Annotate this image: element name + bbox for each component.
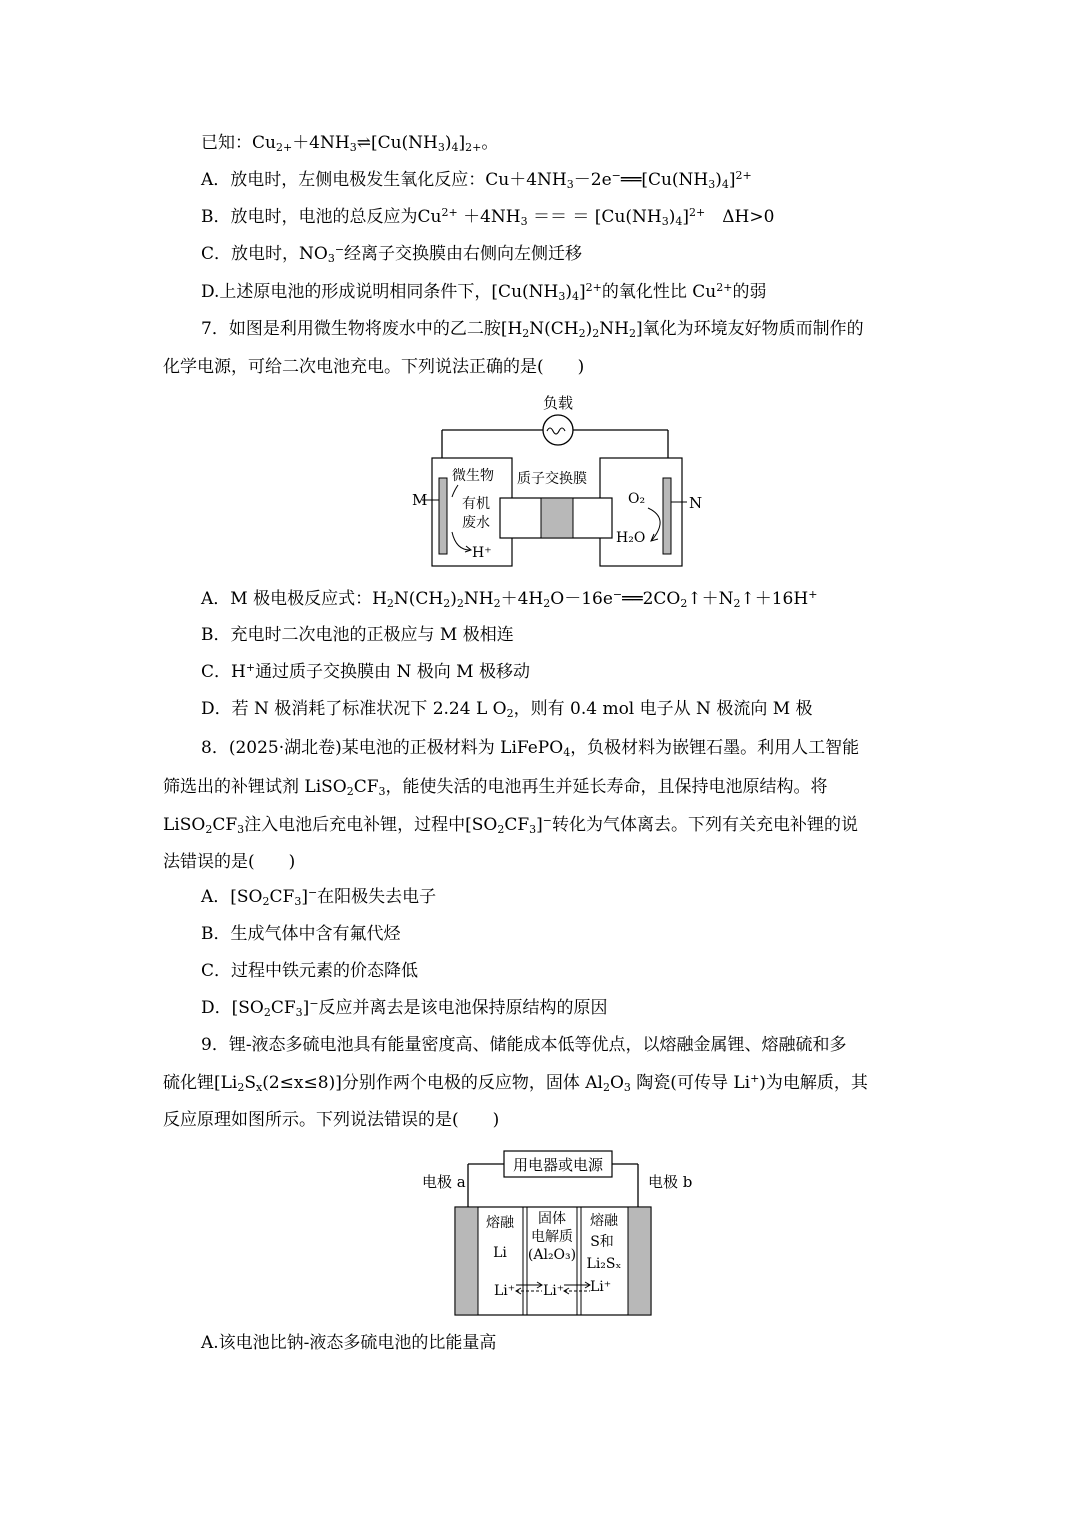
- molten-s-label-1: 熔融: [590, 1213, 618, 1229]
- text-segment: A．[SO: [201, 887, 263, 907]
- text-segment: 3: [661, 215, 669, 228]
- text-segment: ]: [302, 998, 310, 1018]
- text-segment: 2+: [585, 281, 602, 294]
- text-segment: ，能使失活的电池再生并延长寿命，且保持电池原结构。将: [385, 777, 828, 797]
- text-segment: D．若 N 极消耗了标准状况下 2.24 L O: [201, 699, 507, 719]
- text-segment: D．[SO: [201, 998, 264, 1018]
- text-segment: 转化为气体离去。下列有关充电补锂的说: [552, 815, 859, 835]
- q8-option-d: [201, 996, 608, 1020]
- text-segment: 的弱: [732, 282, 767, 302]
- solid-electrolyte-label-2: 电解质: [531, 1229, 573, 1245]
- q9-stem-line2: [163, 1071, 868, 1095]
- text-segment: ＝＝ ＝ [Cu(NH: [527, 207, 662, 227]
- organic-waste-label-2: 废水: [462, 515, 490, 531]
- text-segment: ⇌[Cu(NH: [356, 133, 438, 153]
- li-ion-left: Li⁺: [494, 1283, 516, 1299]
- text-segment: ]: [536, 815, 543, 835]
- text-segment: 2: [592, 327, 600, 340]
- text-segment: −: [542, 814, 553, 827]
- text-segment: ): [444, 133, 452, 153]
- text-segment: ══2CO: [622, 589, 681, 609]
- text-segment: 4: [451, 141, 459, 154]
- text-segment: LiSO: [163, 815, 206, 835]
- text-segment: )为电解质，其: [759, 1073, 868, 1093]
- q7-option-a: [201, 587, 817, 611]
- text-segment: 3: [520, 215, 528, 228]
- text-segment: N(CH: [393, 589, 444, 609]
- text-segment: 2+: [465, 141, 482, 154]
- text-segment: 3: [327, 252, 335, 265]
- text-segment: ): [450, 589, 457, 609]
- q7-cell-figure: [400, 390, 720, 570]
- water-label: H₂O: [616, 530, 646, 546]
- text-segment: A．M 极电极反应式：H: [201, 589, 387, 609]
- text-segment: C．放电时，NO: [201, 244, 328, 264]
- text-segment: 4: [572, 290, 579, 303]
- text-segment: ]: [682, 207, 690, 227]
- text-segment: 3: [349, 141, 357, 154]
- text-segment: +: [750, 1072, 760, 1085]
- text-segment: ΔH>0: [705, 207, 775, 227]
- text-segment: 在阳极失去电子: [317, 887, 437, 907]
- q8-stem-line3: [163, 813, 858, 837]
- device-label: 用电器或电源: [512, 1156, 604, 1174]
- molten-li-label-1: 熔融: [486, 1215, 514, 1231]
- q7-stem-line2: 化学电源，可给二次电池充电。下列说法正确的是( ): [163, 357, 585, 377]
- text-segment: 3: [529, 823, 537, 836]
- text-segment: CF: [212, 815, 238, 835]
- text-segment: 反应并离去是该电池保持原结构的原因: [318, 998, 608, 1018]
- electrode-b: [628, 1207, 651, 1315]
- text-segment: 3: [558, 290, 566, 303]
- text-segment: ]氧化为环境友好物质而制作的: [635, 319, 864, 339]
- text-segment: +: [245, 661, 256, 674]
- text-segment: 2: [602, 1081, 610, 1094]
- text-segment: 2: [578, 327, 586, 340]
- text-segment: +: [808, 588, 818, 601]
- text-segment: 2: [628, 327, 636, 340]
- text-segment: CF: [504, 815, 530, 835]
- text-segment: 陶瓷(可传导 Li: [630, 1073, 751, 1093]
- text-segment: 4: [563, 746, 571, 759]
- q7-option-c: [201, 660, 530, 684]
- q7-option-d: [201, 697, 813, 721]
- text-segment: 2: [237, 1081, 245, 1094]
- text-segment: 3: [378, 785, 386, 798]
- text-segment: 3: [295, 1006, 303, 1019]
- text-segment: ＋4H: [500, 589, 544, 609]
- text-segment: 2+: [716, 281, 733, 294]
- text-segment: ]: [301, 887, 308, 907]
- q8-option-b: B．生成气体中含有氟代烃: [201, 924, 401, 944]
- text-segment: 2: [493, 597, 501, 610]
- membrane-label: 质子交换膜: [517, 471, 587, 487]
- electrode-n-label: N: [689, 494, 703, 512]
- text-segment: N(CH: [529, 319, 579, 339]
- q8-stem-line1: [201, 736, 859, 760]
- text-segment: 3: [623, 1081, 631, 1094]
- text-segment: −: [309, 997, 319, 1010]
- solid-electrolyte-label-3: (Al₂O₃): [527, 1247, 577, 1263]
- text-segment: 2+: [275, 141, 293, 154]
- load-label: 负载: [542, 394, 574, 412]
- text-segment: 2: [262, 895, 270, 908]
- molten-li-label-2: Li: [493, 1245, 507, 1261]
- text-segment: 7．如图是利用微生物将废水中的乙二胺[H: [201, 319, 523, 339]
- text-segment: −: [611, 169, 621, 182]
- q8-stem-line2: [163, 775, 828, 799]
- text-segment: 3: [566, 178, 574, 191]
- text-segment: CF: [269, 887, 295, 907]
- text-segment: ，则有 0.4 mol 电子从 N 极流向 M 极: [513, 699, 813, 719]
- text-segment: NH: [463, 589, 494, 609]
- text-segment: ]: [458, 133, 466, 153]
- text-segment: 已知：Cu: [201, 133, 276, 153]
- text-segment: ↑＋N: [687, 589, 734, 609]
- text-segment: 2: [443, 597, 451, 610]
- text-segment: 2: [346, 785, 354, 798]
- electrode-m-label: M: [412, 491, 428, 509]
- molten-s-label-3: Li₂Sₓ: [586, 1256, 622, 1272]
- text-segment: 的氧化性比 Cu: [601, 282, 717, 302]
- text-segment: 2: [733, 597, 741, 610]
- text-segment: NH: [599, 319, 629, 339]
- q7-stem-line1: [201, 317, 864, 341]
- text-segment: 2: [205, 823, 213, 836]
- text-segment: －2e: [573, 170, 612, 190]
- text-segment: 3: [437, 141, 445, 154]
- text-segment: (2≤x≤8)]分别作两个电极的反应物，固体 Al: [262, 1073, 603, 1093]
- text-segment: 硫化锂[Li: [163, 1073, 238, 1093]
- text-segment: −: [612, 588, 623, 601]
- text-segment: −: [307, 886, 318, 899]
- text-segment: 2: [456, 597, 464, 610]
- text-segment: 3: [237, 823, 245, 836]
- text-segment: 2+: [689, 206, 706, 219]
- q8-option-a: [201, 885, 436, 909]
- text-segment: 3: [708, 178, 716, 191]
- text-segment: 4: [721, 178, 729, 191]
- text-segment: A．放电时，左侧电极发生氧化反应：Cu＋4NH: [201, 170, 567, 190]
- text-segment: O－16e: [550, 589, 613, 609]
- solid-electrolyte-label-1: 固体: [538, 1211, 566, 1227]
- text-segment: ，负极材料为嵌锂石墨。利用人工智能: [570, 738, 860, 758]
- electrode-m: [439, 478, 447, 554]
- q8-option-c: C．过程中铁元素的价态降低: [201, 961, 419, 981]
- text-segment: ): [668, 207, 676, 227]
- text-segment: ＋4NH: [457, 207, 521, 227]
- text-segment: ]: [579, 282, 586, 302]
- electrode-n: [663, 478, 671, 554]
- molten-s-label-2: S和: [590, 1234, 614, 1250]
- text-segment: C．H: [201, 662, 246, 682]
- q9-stem-line1: 9．锂-液态多硫电池具有能量密度高、储能成本低等优点，以熔融金属锂、熔融硫和多: [201, 1035, 847, 1055]
- text-segment: 筛选出的补锂试剂 LiSO: [163, 777, 347, 797]
- text-segment: S: [244, 1073, 257, 1093]
- text-segment: 2+: [735, 169, 752, 182]
- microbe-label: 微生物: [452, 468, 494, 484]
- q6-known: [201, 131, 498, 155]
- text-segment: 通过质子交换膜由 N 极向 M 极移动: [255, 662, 530, 682]
- text-segment: 2: [543, 597, 551, 610]
- text-segment: ↑＋16H: [740, 589, 809, 609]
- text-segment: O: [609, 1073, 624, 1093]
- q7-option-b: B．充电时二次电池的正极应与 M 极相连: [201, 625, 514, 645]
- electrode-a: [455, 1207, 478, 1315]
- q6-option-c: [201, 242, 582, 266]
- electrode-b-label: 电极 b: [648, 1173, 693, 1191]
- q9-cell-figure: [418, 1145, 698, 1320]
- q6-option-a: [201, 168, 752, 192]
- text-segment: 。: [481, 133, 499, 153]
- text-segment: 注入电池后充电补锂，过程中[SO: [244, 815, 498, 835]
- text-segment: ＋4NH: [292, 133, 350, 153]
- text-segment: ): [715, 170, 722, 190]
- text-segment: D.上述原电池的形成说明相同条件下，[Cu(NH: [201, 282, 559, 302]
- text-segment: ): [565, 282, 572, 302]
- text-segment: −: [334, 243, 345, 256]
- electrode-a-label: 电极 a: [422, 1173, 466, 1191]
- text-segment: x: [256, 1081, 263, 1094]
- text-segment: 2: [386, 597, 394, 610]
- text-segment: 2: [680, 597, 688, 610]
- q9-option-a: A.该电池比钠-液态多硫电池的比能量高: [201, 1333, 497, 1353]
- text-segment: B．放电时，电池的总反应为Cu: [201, 207, 442, 227]
- organic-waste-label-1: 有机: [462, 496, 490, 512]
- text-segment: 2: [522, 327, 530, 340]
- o2-to-water-arrow: [648, 508, 660, 540]
- text-segment: 3: [294, 895, 302, 908]
- text-segment: 4: [675, 215, 683, 228]
- text-segment: 2: [506, 707, 514, 720]
- text-segment: CF: [270, 998, 296, 1018]
- text-segment: 2: [497, 823, 505, 836]
- li-ion-middle: Li⁺: [543, 1283, 565, 1299]
- q6-option-d: [201, 280, 766, 304]
- text-segment: CF: [353, 777, 379, 797]
- text-segment: ): [585, 319, 593, 339]
- text-segment: 2+: [441, 206, 458, 219]
- proton-exchange-membrane: [541, 498, 573, 538]
- text-segment: ══[Cu(NH: [620, 170, 709, 190]
- text-segment: ]: [728, 170, 736, 190]
- hplus-label: H⁺: [472, 545, 492, 561]
- q6-option-b: [201, 205, 774, 229]
- q9-stem-line3: 反应原理如图所示。下列说法错误的是( ): [163, 1110, 500, 1130]
- text-segment: 8．(2025·湖北卷)某电池的正极材料为 LiFePO: [201, 738, 564, 758]
- text-segment: 经离子交换膜由右侧向左侧迁移: [344, 244, 583, 264]
- li-ion-right: Li⁺: [590, 1279, 612, 1295]
- o2-label: O₂: [628, 491, 646, 507]
- q8-stem-line4: 法错误的是( ): [163, 852, 296, 872]
- text-segment: 2: [263, 1006, 271, 1019]
